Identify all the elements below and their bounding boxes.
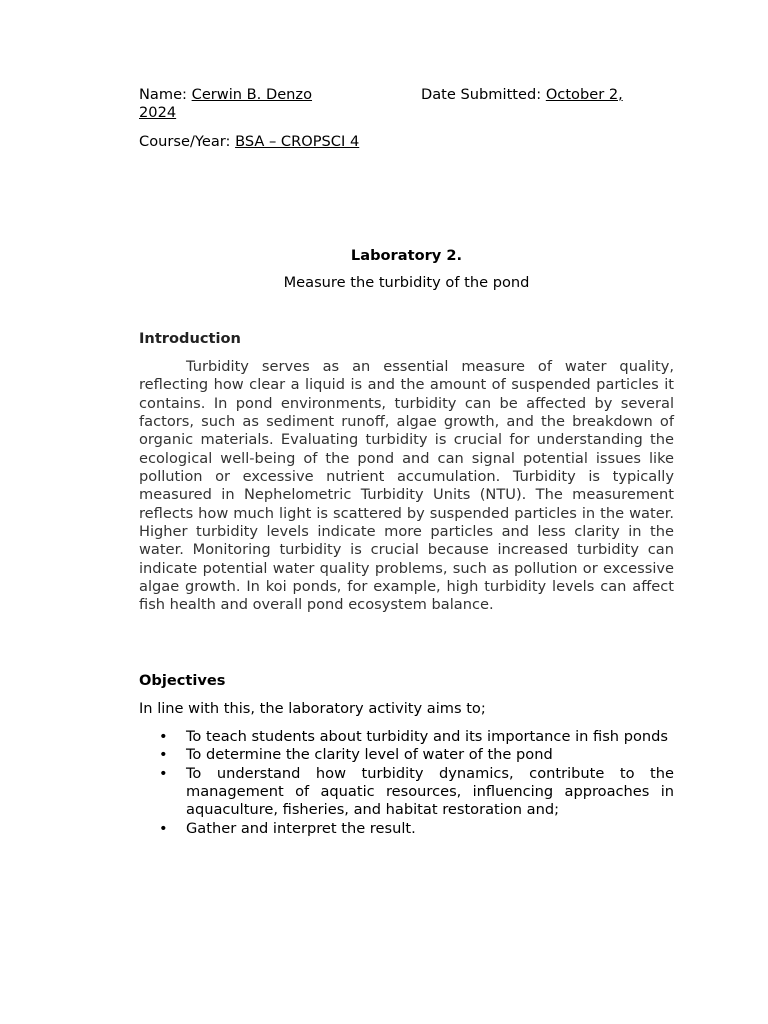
bullet-icon: •	[159, 728, 168, 745]
introduction-body: Turbidity serves as an essential measure of water quality, reflecting how clear a liquid is and the amount of suspended particles it contains. In pond environments, turbidity can be affected by several factors, such as sediment runoff, algae growth, and the breakdown of organic materials. Evaluating turbidity is crucial for understanding the ecological well-being of the pond and can signal potential issues like pollution or excessive nutrient accumulation. Turbidity is typically measured in Nephelometric Turbidity Units (NTU). The measurement reflects how much light is scattered by suspended particles in the water. Higher turbidity levels indicate more particles and less clarity in the water. Monitoring turbidity is crucial because increased turbidity can indicate potential water quality problems, such as pollution or excessive algae growth. In koi ponds, for example, high turbidity levels can affect fish health and overall pond ecosystem balance.	[139, 358, 674, 614]
introduction-heading: Introduction	[139, 330, 241, 347]
name-label: Name:	[139, 86, 192, 103]
list-item	[139, 820, 674, 838]
lab-title: Laboratory 2.	[350, 247, 463, 264]
bullet-icon: •	[159, 819, 168, 837]
list-item	[139, 746, 674, 764]
objective-text: Gather and interpret the result.	[186, 819, 416, 837]
list-item	[139, 765, 674, 820]
header-row	[139, 86, 674, 104]
course-year	[139, 133, 674, 151]
course-value: BSA – CROPSCI 4	[235, 132, 360, 150]
date-label: Date Submitted:	[421, 86, 546, 103]
objectives-heading: Objectives	[139, 672, 226, 689]
bullet-icon: •	[159, 764, 168, 782]
bullet-icon: •	[159, 746, 168, 764]
list-item	[139, 728, 674, 746]
document-page	[139, 86, 674, 837]
objective-text: To understand how turbidity dynamics, contribute to the management of aquatic resources, influencing approaches in aquaculture, fisheries, and habitat restoration and;	[186, 764, 674, 819]
date-value-line1: October 2,	[545, 86, 623, 103]
date-value-line2: 2024	[139, 104, 177, 122]
date-submitted	[421, 86, 623, 104]
objectives-lead: In line with this, the laboratory activity aims to;	[139, 700, 486, 717]
name-value: Cerwin B. Denzo	[191, 86, 313, 103]
date-value-line2-row	[139, 104, 674, 122]
objectives-list	[139, 728, 674, 838]
objective-text: To teach students about turbidity and its importance in fish ponds	[186, 728, 669, 745]
objective-text: To determine the clarity level of water of the pond	[186, 746, 553, 764]
lab-subtitle: Measure the turbidity of the pond	[283, 274, 530, 291]
course-label: Course/Year:	[139, 132, 236, 150]
